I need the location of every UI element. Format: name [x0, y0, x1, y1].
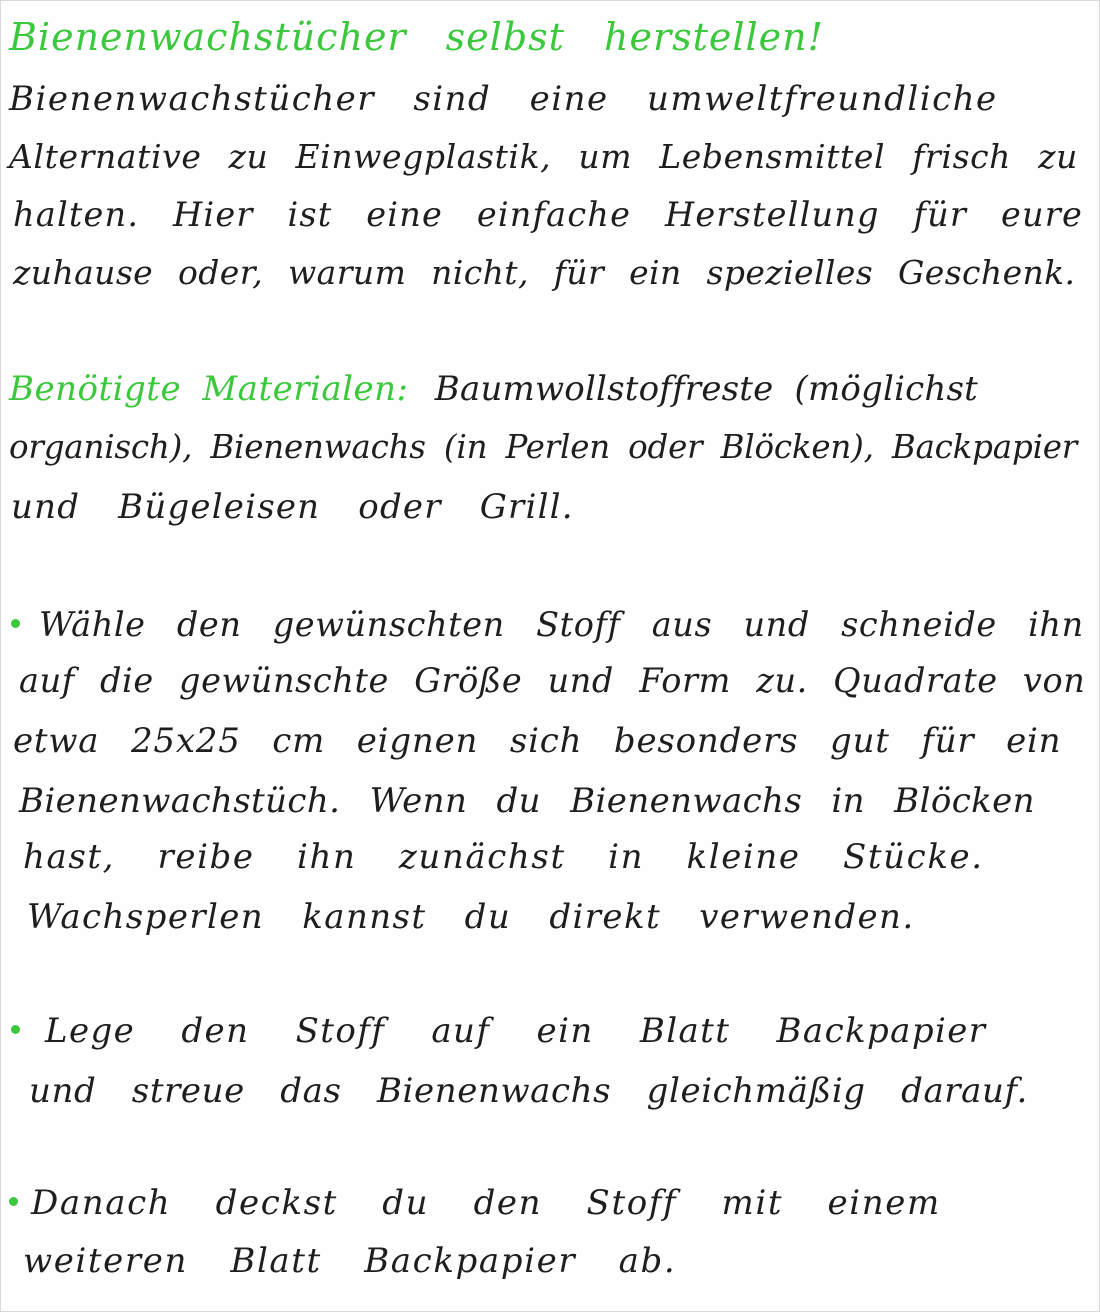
materials-line-2: organisch), Bienenwachs (in Perlen oder Blöcken), Backpapier — [9, 428, 1078, 466]
intro-line-2: Alternative zu Einwegplastik, um Lebensmittel frisch zu — [9, 137, 1078, 176]
step3-line-2: weiteren Blatt Backpapier ab. — [23, 1241, 677, 1281]
step1-line-4: Bienenwachstüch. Wenn du Bienenwachs in Blöcken — [19, 781, 1035, 821]
step2-line-1: Lege den Stoff auf ein Blatt Backpapier — [45, 1011, 987, 1051]
intro-line-1: Bienenwachstücher sind eine umweltfreundliche — [9, 79, 998, 119]
step1-line-3: etwa 25x25 cm eignen sich besonders gut für ein — [13, 721, 1062, 761]
materials-heading: Benötigte Materialen: — [9, 369, 409, 409]
materials-text-start: Baumwollstoffreste (möglichst — [434, 369, 979, 409]
bullet-icon — [9, 1197, 18, 1206]
step2-line-2: und streue das Bienenwachs gleichmäßig darauf. — [29, 1071, 1028, 1111]
bullet-icon — [11, 619, 20, 628]
intro-line-3: halten. Hier ist eine einfache Herstellung für eure — [13, 195, 1084, 234]
step1-line-2: auf die gewünschte Größe und Form zu. Quadrate von — [19, 661, 1086, 700]
materials-line-1 — [9, 369, 978, 409]
step1-line-1: Wähle den gewünschten Stoff aus und schneide ihn — [39, 605, 1084, 644]
intro-line-4: zuhause oder, warum nicht, für ein spezielles Geschenk. — [13, 253, 1076, 292]
materials-line-3: und Bügeleisen oder Grill. — [11, 487, 574, 527]
step1-line-5: hast, reibe ihn zunächst in kleine Stücke. — [23, 837, 984, 877]
step3-line-1: Danach deckst du den Stoff mit einem — [31, 1183, 941, 1223]
bullet-icon — [11, 1025, 20, 1034]
step1-line-6: Wachsperlen kannst du direkt verwenden. — [27, 897, 915, 937]
page-title: Bienenwachstücher selbst herstellen! — [9, 15, 824, 59]
